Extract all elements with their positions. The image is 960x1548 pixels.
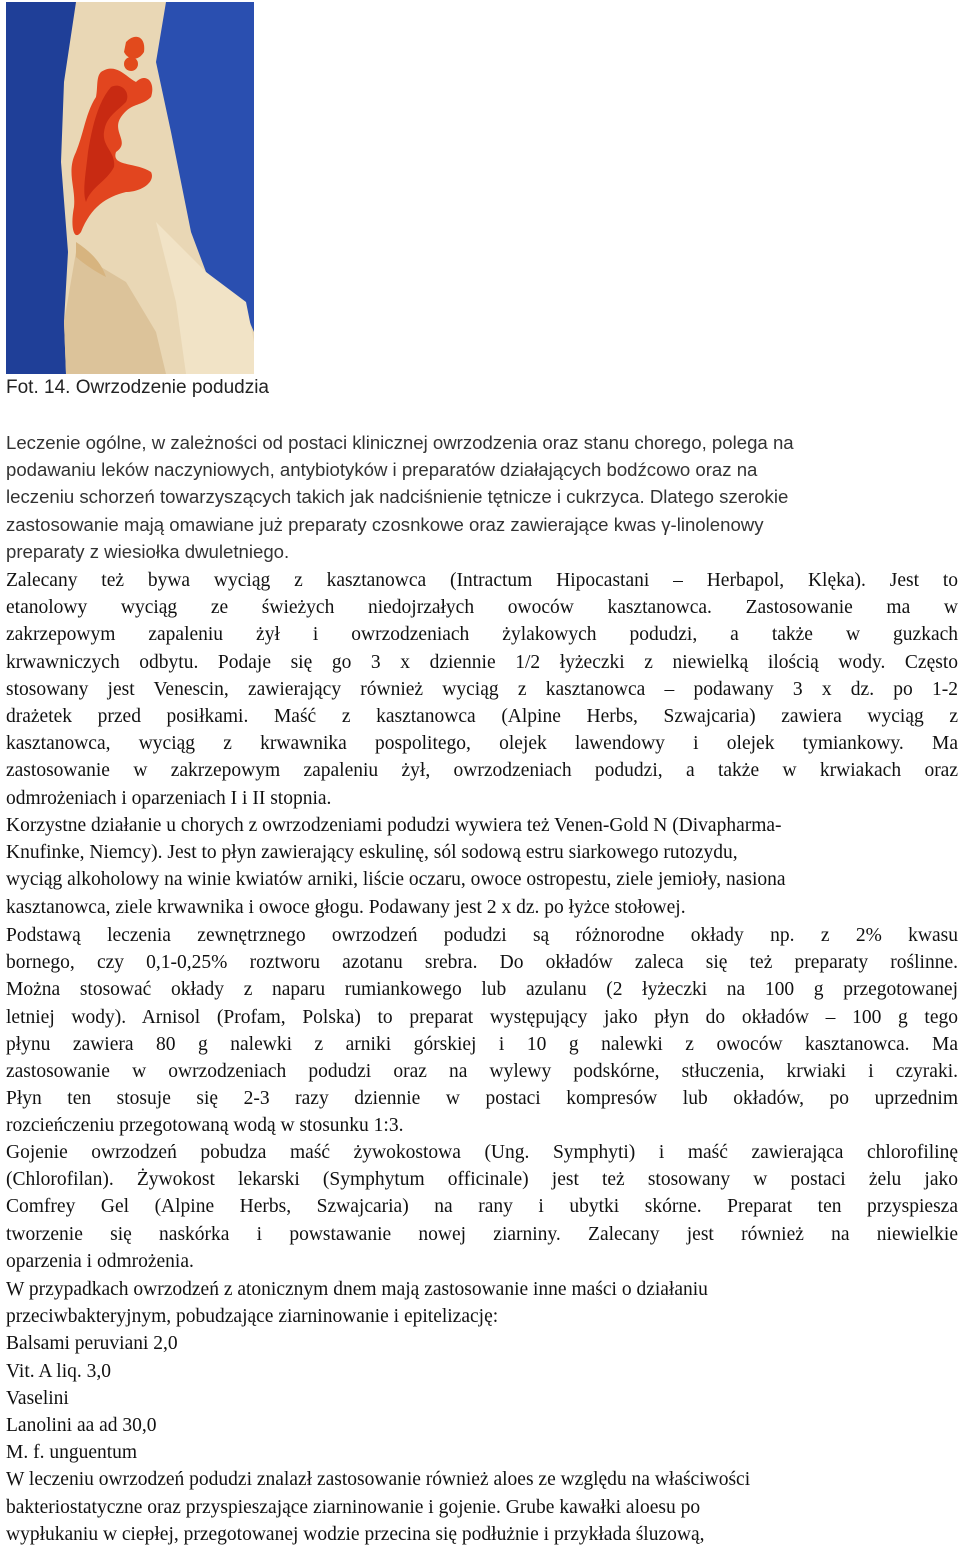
paragraph-venen-gold (6, 812, 958, 921)
text-line: zastosowanie w owrzodzeniach podudzi oraz na wylewy podskórne, stłuczenia, krwiaki i czyraki. (6, 1060, 958, 1082)
recipe-line: M. f. unguentum (6, 1442, 138, 1464)
text-line: rozcieńczeniu przegotowaną wodą w stosunku 1:3. (6, 1115, 404, 1137)
figure-caption: Fot. 14. Owrzodzenie podudzia (6, 377, 269, 398)
recipe-line: Balsami peruviani 2,0 (6, 1333, 178, 1355)
paragraph-external-treatment (6, 922, 958, 1140)
text-line: W leczeniu owrzodzeń podudzi znalazł zastosowanie również aloes ze względu na właściwości (6, 1469, 751, 1491)
text-line: kasztanowca, ziele krwawnika i owoce głogu. Podawany jest 2 x dz. po łyżce stołowej. (6, 896, 686, 918)
text-line: Comfrey Gel (Alpine Herbs, Szwajcaria) na rany i ubytki skórne. Preparat ten przyspiesza (6, 1196, 958, 1218)
text-line: Płyn ten stosuje się 2-3 razy dziennie w postaci kompresów lub okładów, po uprzednim (6, 1088, 958, 1110)
text-line: stosowany jest Venescin, zawierający również wyciąg z kasztanowca – podawany 3 x dz. po 1-2 (6, 678, 958, 700)
text-line: Knufinke, Niemcy). Jest to płyn zawierający eskulinę, sól sodową estru siarkowego rutozydu, (6, 842, 738, 864)
text-line: Leczenie ogólne, w zależności od postaci klinicznej owrzodzenia oraz stanu chorego, polega na (6, 432, 794, 453)
text-line (6, 567, 958, 594)
text-line: płynu zawiera 80 g nalewki z arniki górskiej i 10 g nalewki z owoców kasztanowca. Ma (6, 1033, 958, 1055)
text-line: Gojenie owrzodzeń pobudza maść żywokostowa (Ung. Symphyti) i maść zawierająca chlorofilinę (6, 1142, 958, 1163)
text-line: zakrzepowym zapaleniu żył i owrzodzeniach żylakowych podudzi, a także w guzkach (6, 624, 958, 646)
text-line: bornego, czy 0,1-0,25% roztworu azotanu srebra. Do okładów zaleca się też preparaty roślinne. (6, 952, 958, 974)
text-line: preparaty z wiesiołka dwuletniego. (6, 540, 290, 562)
text-line: (Chlorofilan). Żywokost lekarski (Symphytum officinale) jest też stosowany w postaci żelu jako (6, 1169, 958, 1191)
text-line: krwawniczych odbytu. Podaje się go 3 x dziennie 1/2 łyżeczki z niewielką ilością wody. Często (6, 651, 958, 673)
text-line: letniej wody). Arnisol (Profam, Polska) to preparat występujący jako płyn do okładów – 100 g tego (6, 1006, 958, 1028)
leg-ulcer-photo (6, 2, 254, 374)
text-line: leczeniu schorzeń towarzyszących takich jak nadciśnienie tętnicze i cukrzyca. Dlatego szerokie (6, 486, 789, 508)
text-line: zastosowanie mają omawiane już preparaty czosnkowe oraz zawierające kwas γ-linolenowy (6, 513, 764, 535)
text-line: Korzystne działanie u chorych z owrzodzeniami podudzi wywiera też Venen-Gold N (Divapharma- (6, 815, 782, 836)
paragraph-general-treatment (6, 429, 958, 565)
recipe-line: Vaselini (6, 1387, 69, 1409)
text-line: kasztanowca, wyciąg z krwawnika pospolitego, olejek lawendowy i olejek tymiankowy. Ma (6, 733, 958, 755)
recipe-line: Lanolini aa ad 30,0 (6, 1414, 157, 1436)
text-line: zastosowanie w zakrzepowym zapaleniu żył, owrzodzeniach podudzi, a także w krwiakach oraz (6, 760, 958, 782)
text-line: tworzenie się naskórka i powstawanie nowej ziarniny. Zalecany jest również na niewielkie (6, 1223, 958, 1245)
recipe-line: Vit. A liq. 3,0 (6, 1360, 112, 1382)
paragraph-atonic-ulcers (6, 1276, 958, 1548)
text-line: wypłukaniu w ciepłej, przegotowanej wodzie przecina się podłużnie i przykłada śluzową, (6, 1523, 705, 1545)
paragraph-comfrey (6, 1139, 958, 1275)
text-line: Podstawą leczenia zewnętrznego owrzodzeń podudzi są różnorodne okłady np. z 2% kwasu (6, 925, 958, 946)
text-line: W przypadkach owrzodzeń z atonicznym dnem mają zastosowanie inne maści o działaniu (6, 1279, 708, 1300)
text-line: podawaniu leków naczyniowych, antybiotyków i preparatów działających bodźcowo oraz na (6, 459, 758, 481)
paragraph-horse-chestnut (6, 567, 958, 812)
text-line: oparzenia i odmrożenia. (6, 1250, 194, 1272)
text-line: odmrożeniach i oparzeniach I i II stopnia. (6, 787, 332, 809)
text-line: bakteriostatyczne oraz przyspieszające ziarninowanie i gojenie. Grube kawałki aloesu po (6, 1496, 701, 1518)
text-line: wyciąg alkoholowy na winie kwiatów arniki, liście oczaru, owoce ostropestu, ziele jemioły, nasiona (6, 869, 786, 891)
text-line: przeciwbakteryjnym, pobudzające ziarninowanie i epitelizację: (6, 1306, 499, 1328)
text-line-content: Zalecany też bywa wyciąg z kasztanowca (Intractum Hipocastani – Herbapol, Klęka). Jest to (6, 570, 958, 591)
text-line: etanolowy wyciąg ze świeżych niedojrzałych owoców kasztanowca. Zastosowanie ma w (6, 597, 958, 619)
text-line: Można stosować okłady z naparu rumiankowego lub azulanu (2 łyżeczki na 100 g przegotowanej (6, 979, 958, 1001)
text-line: drażetek przed posiłkami. Maść z kasztanowca (Alpine Herbs, Szwajcaria) zawiera wyciąg z (6, 705, 958, 727)
